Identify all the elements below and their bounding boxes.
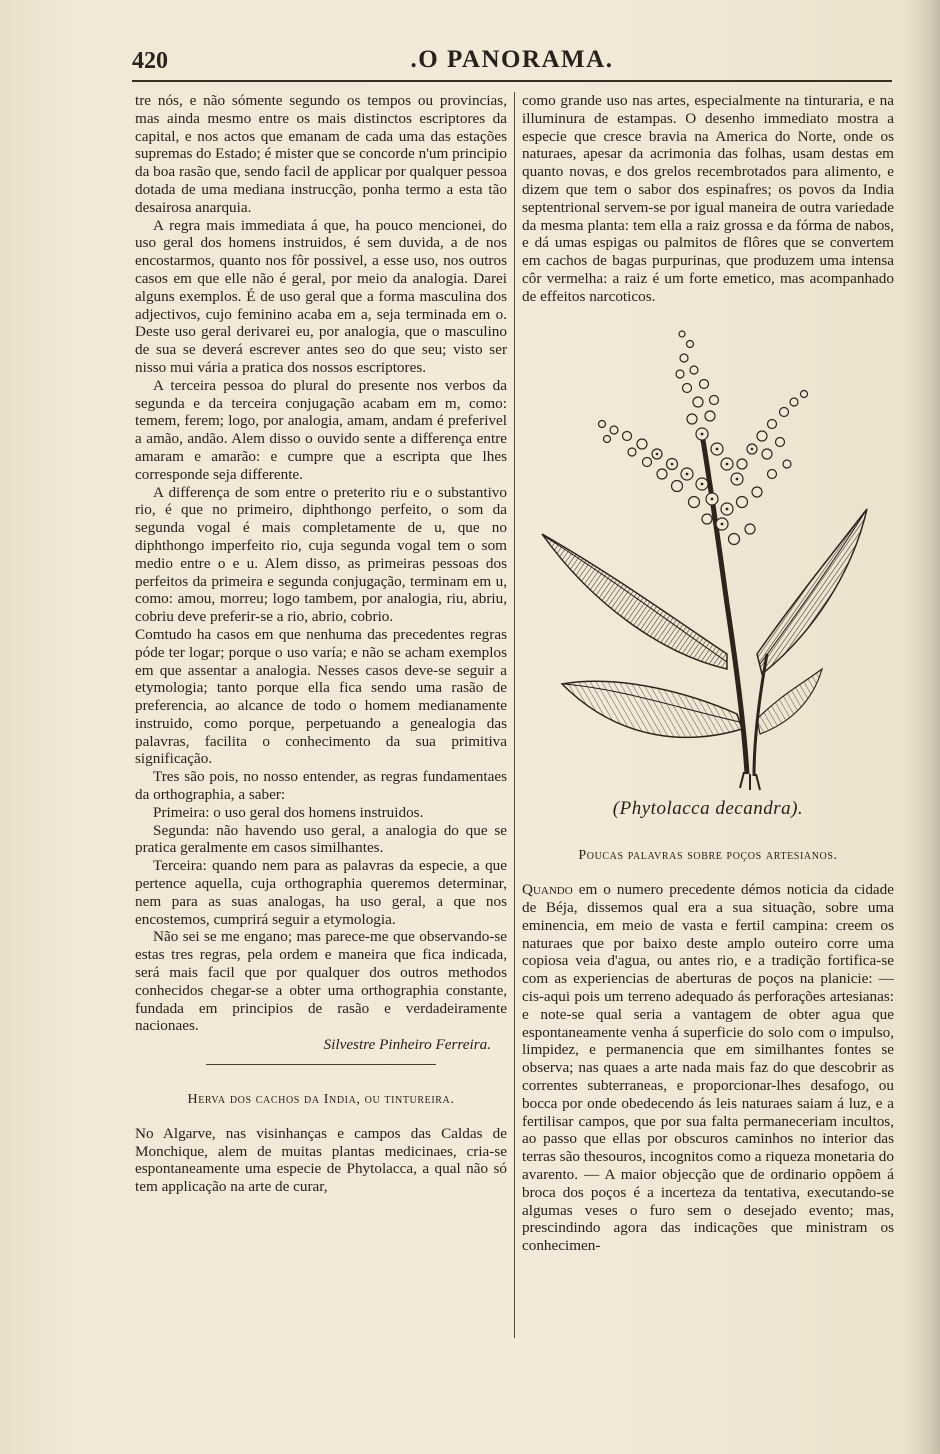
figure-caption: (Phytolacca decandra). bbox=[612, 797, 804, 819]
section-heading: Herva dos cachos da India, ou tintureira. bbox=[187, 1092, 455, 1108]
paragraph: Não sei se me engano; mas parece-me que observando-se estas tres regras, pela ordem e maneira que fica indicada, será mais facil que por qualquer dos outros methodos conhecidos chegar-se a obter uma orthographia constante, fundada em principios de rasão e verdadeiramente nacionaes. bbox=[135, 928, 507, 1035]
paragraph: A differença de som entre o preterito riu e o substantivo rio, é que no primeiro, diphthongo perfeito, o som da segunda vogal é mais completamente de u, que no diphthongo imperfeito rio, cuja segunda vogal tem o som medio entre o e u. Alem disso, as primeiras pessoas dos perfeitos da primeira e segunda conjugação, terminam em u, como: amou, morreu; logo tambem, por analogia, riu, abriu, cobriu deve preferir-se a rio, abrio, cobrio. bbox=[135, 483, 507, 626]
section-divider bbox=[206, 1064, 436, 1065]
opening-word: Quando bbox=[522, 881, 573, 899]
author-signature: Silvestre Pinheiro Ferreira. bbox=[323, 1036, 491, 1054]
phytolacca-illustration bbox=[522, 324, 894, 794]
paragraph: Segunda: não havendo uso geral, a analogia do que se pratica geralmente em casos similhantes. bbox=[135, 821, 507, 857]
paragraph bbox=[522, 881, 894, 1255]
paragraph: Tres são pois, no nosso entender, as regras fundamentaes da orthographia, a saber: bbox=[135, 768, 507, 804]
paragraph: como grande uso nas artes, especialmente na tinturaria, e na illuminura de estampas. O desenho immediato mostra a especie que cresce bravia na America do Norte, onde os naturaes, apesar da acrimonia das folhas, usam destas em quanto novas, e dos grelos recembrotados para alimento, e dizem que tem o sabor dos espinafres; os povos da India septentrional servem-se por igual maneira de outra variedade da mesma planta: tem ella a raiz grossa e da fórma de nabos, e dá umas espigas ou palmitos de flôres que se convertem em cachos de bagas purpurinas, que produzem uma intensa côr vermelha: a raiz é um forte emetico, mas acompanhado de effeitos narcoticos. bbox=[522, 92, 894, 305]
page-header bbox=[132, 44, 892, 84]
paragraph: No Algarve, nas visinhanças e campos das Caldas de Monchique, alem de muitas plantas medicinaes, cria-se espontaneamente uma especie de Phytolacca, a qual não só tem applicação na arte de curar, bbox=[135, 1124, 507, 1196]
plant-engraving bbox=[522, 324, 894, 794]
column-divider bbox=[514, 92, 515, 1338]
journal-title: .O PANORAMA. bbox=[410, 46, 614, 73]
section-heading: Poucas palavras sobre poços artesianos. bbox=[578, 848, 838, 864]
right-column bbox=[522, 92, 894, 1255]
paragraph: tre nós, e não sómente segundo os tempos ou provincias, mas ainda mesmo entre os mais distinctos escriptores da capital, e nos actos que emanam de cada uma das estações supremas do Estado; é mister que se concorde n'um principio da boa rasão que, sendo facil de applicar por qualquer pessoa dotada de uma mediana instrucção, ponha termo a esta tão desairosa anarquia. bbox=[135, 92, 507, 216]
paragraph: A regra mais immediata á que, ha pouco mencionei, do uso geral dos homens instruidos, é sem duvida, a de nos encostarmos, quanto nos fôr possivel, a esse uso, nos outros casos em que elle não é geral, por meio da analogia. Darei alguns exemplos. É de uso geral que a forma masculina dos adjectivos, cujo feminino acaba em a, seja terminada em o. Deste uso geral derivarei eu, por analogia, que o masculino de sua se deverá escrever antes seo do que seu; visto ser nisso mui vária a pratica dos nossos escriptores. bbox=[135, 216, 507, 376]
page-number: 420 bbox=[132, 48, 168, 74]
paragraph-text: em o numero precedente démos noticia da cidade de Béja, dissemos qual era a sua situação, sobre uma eminencia, em meio de vasta e fertil campina: creem os naturaes que por baixo deste amplo outeiro corre uma copiosa veia d'agua, ou antes rio, e a tradição fortifica-se com as experiencias de aberturas de poços na planicie: — cis-aqui pois um terreno adequado ás perforações artesianas: e note-se qual seria a vantagem de obter agua que espontaneamente venha á superficie do solo com o impulso, limpidez, e permanencia que em similhantes fontes se observa; nas quaes a arte nada mais faz do que descobrir as correntes subterraneas, e proporcionar-lhes desafogo, ou bocca por onde obedecendo ás leis naturaes saiam á luz, e a fertilisar campos, que por sua falta permaneceriam incultos, ao passo que ellas por obscuros caminhos no interior das terras são thesouros, incognitos como a riqueza monetaria do avarento. — A maior objecção que de ordinario oppõem á broca dos poços é a incerteza da tentativa, executando-se algumas veses o furo sem o desejado evento; mas, prescindindo agora das indicações que ministram os conhecimen- bbox=[522, 881, 895, 1255]
page-edge-shadow bbox=[906, 0, 940, 1454]
left-column bbox=[135, 92, 507, 1196]
paragraph: Primeira: o uso geral dos homens instruidos. bbox=[153, 803, 424, 821]
paragraph: Comtudo ha casos em que nenhuma das precedentes regras póde ter logar; porque o uso varía; e não se acham exemplos em que assentar a analogia. Nesses casos deve-se seguir a etymologia; tanto porque ella fica sendo uma rasão de preferencia, ao alcance de todo o homem medianamente instruido, como porque, perpetuando a genealogia das palavras, facilita o conhecimento da sua primitiva significação. bbox=[135, 625, 507, 768]
paragraph: A terceira pessoa do plural do presente nos verbos da segunda e da terceira conjugação acabam em m, como: temem, ferem; logo, por analogia, amam, andam é preferivel a amão, andão. Alem disso o ouvido sente a differença entre amaram e amarão: e cumpre que a escripta que lhes corresponde seja differente. bbox=[135, 376, 507, 483]
paragraph: Terceira: quando nem para as palavras da especie, a que pertence aquella, cuja orthographia queremos determinar, nem para as suas analogas, ha uso geral, a que nos encostemos, cumprirá seguir a etymologia. bbox=[135, 857, 507, 928]
header-rule bbox=[132, 80, 892, 82]
